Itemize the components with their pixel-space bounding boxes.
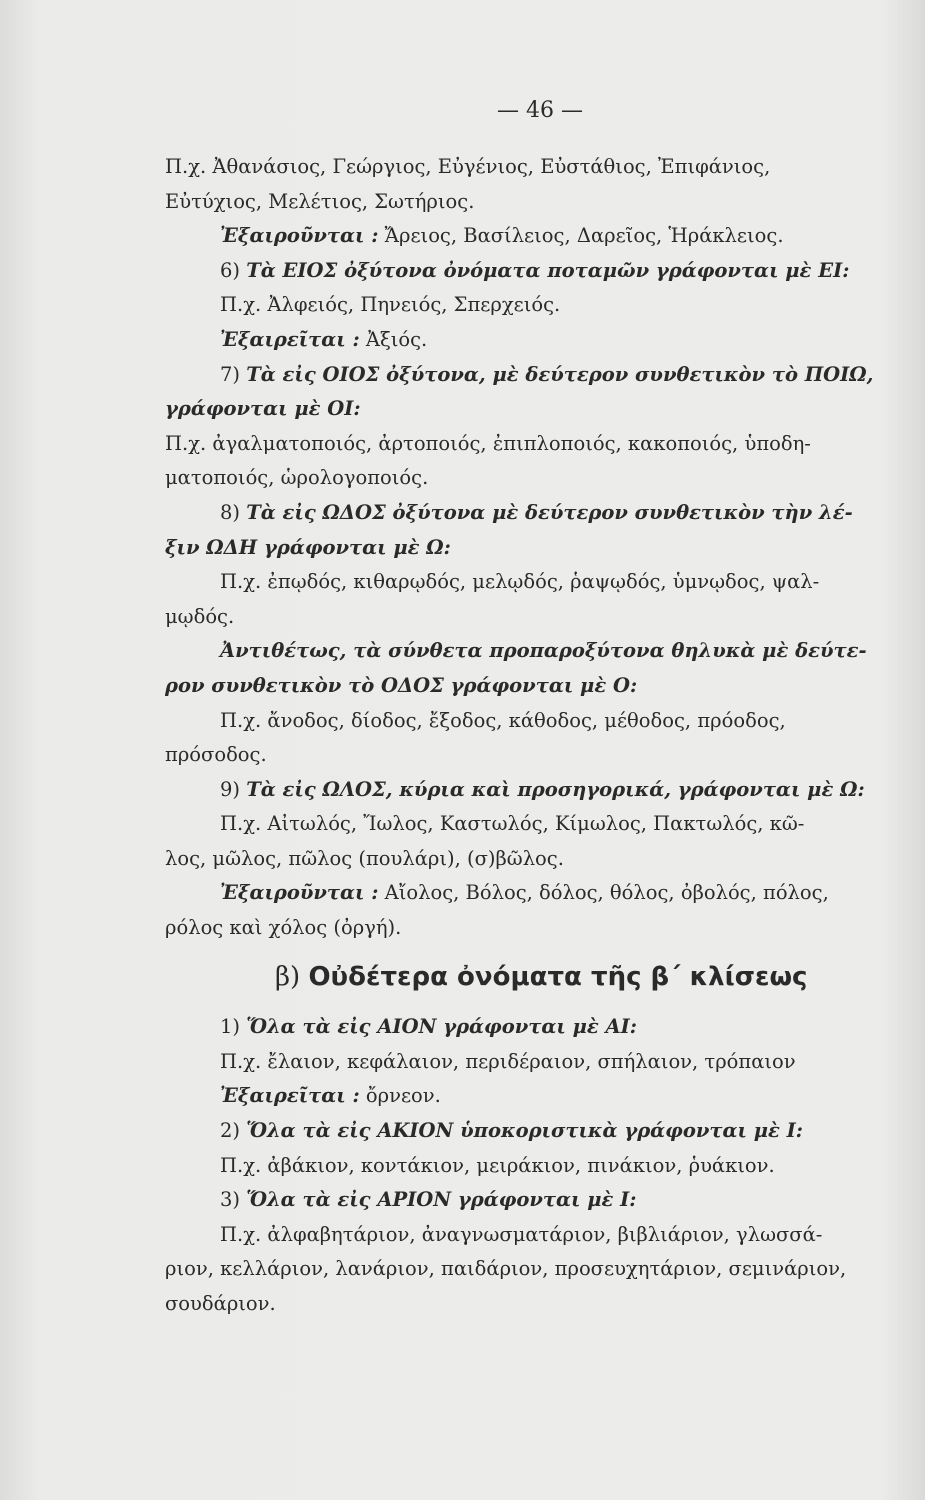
rule-heading: 7) Τὰ εἰς ΟΙΟΣ ὀξύτονα, μὲ δεύτερον συνθετικὸν τὸ ΠΟΙΩ, <box>220 362 874 386</box>
page-number: — 46 — <box>497 98 583 123</box>
text-line: Π.χ. ἔλαιον, κεφάλαιον, περιδέραιον, σπήλαιον, τρόπαιον <box>220 1049 796 1073</box>
text-line: Ἐξαιροῦνται : Αἴολος, Βόλος, δόλος, θόλος, ὀβολός, πόλος, <box>220 881 829 905</box>
text-line: Π.χ. ἀγαλματοποιός, ἀρτοποιός, ἐπιπλοποιός, κακοποιός, ὑποδη- <box>165 431 811 455</box>
text-line: πρόσοδος. <box>165 743 267 767</box>
text-line: Π.χ. ἄνοδος, δίοδος, ἔξοδος, κάθοδος, μέθοδος, πρόοδος, <box>220 708 786 732</box>
text-line: Εὐτύχιος, Μελέτιος, Σωτήριος. <box>165 189 475 213</box>
text-line: Π.χ. ἀβάκιον, κοντάκιον, μειράκιον, πινάκιον, ῥυάκιον. <box>220 1153 775 1177</box>
text-line: Π.χ. ἀλφαβητάριον, ἀναγνωσματάριον, βιβλιάριον, γλωσσά- <box>220 1222 823 1246</box>
text-line: γράφονται μὲ ΟΙ: <box>165 397 361 421</box>
text-line: ξιν ΩΔΗ γράφονται μὲ Ω: <box>165 535 451 559</box>
rule-heading: 2) Ὅλα τὰ εἰς ΑΚΙΟΝ ὑποκοριστικὰ γράφονται μὲ Ι: <box>220 1119 803 1143</box>
rule-heading: 1) Ὅλα τὰ εἰς ΑΙΟΝ γράφονται μὲ ΑΙ: <box>220 1015 637 1039</box>
text-line: Π.χ. Ἀλφειός, Πηνειός, Σπερχειός. <box>220 293 561 317</box>
rule-heading: 9) Τὰ εἰς ΩΛΟΣ, κύρια καὶ προσηγορικά, γράφονται μὲ Ω: <box>220 777 865 801</box>
section-heading: β) Οὐδέτερα ὀνόματα τῆς β΄ κλίσεως <box>275 961 808 992</box>
text-line: σουδάριον. <box>165 1292 276 1315</box>
text-line: Π.χ. ἐπῳδός, κιθαρῳδός, μελῳδός, ῥαψῳδός, ὑμνῳδος, ψαλ- <box>220 570 820 594</box>
text-line: Ἐξαιρεῖται : Ἀξιός. <box>220 327 428 351</box>
rule-heading: 6) Τὰ ΕΙΟΣ ὀξύτονα ὀνόματα ποταμῶν γράφονται μὲ ΕΙ: <box>220 258 850 282</box>
text-line: λος, μῶλος, πῶλος (πουλάρι), (σ)βῶλος. <box>165 846 564 870</box>
text-line: ριον, κελλάριον, λανάριον, παιδάριον, προσευχητάριον, σεμινάριον, <box>165 1257 847 1281</box>
text-line: Π.χ. Ἀθανάσιος, Γεώργιος, Εὐγένιος, Εὐστάθιος, Ἐπιφάνιος, <box>165 155 771 178</box>
body-text <box>165 150 925 1322</box>
text-line: Ἐξαιροῦνται : Ἄρειος, Βασίλειος, Δαρεῖος, Ἡράκλειος. <box>220 224 784 248</box>
text-line: ματοποιός, ὡρολογοποιός. <box>165 466 429 490</box>
text-line: Ἐξαιρεῖται : ὄρνεον. <box>220 1084 441 1108</box>
rule-heading: 3) Ὅλα τὰ εἰς ΑΡΙΟΝ γράφονται μὲ Ι: <box>220 1188 637 1212</box>
text-line: ρον συνθετικὸν τὸ ΟΔΟΣ γράφονται μὲ Ο: <box>165 673 638 697</box>
text-line: μῳδός. <box>165 604 235 628</box>
text-line: Π.χ. Αἰτωλός, Ἴωλος, Καστωλός, Κίμωλος, Πακτωλός, κῶ- <box>220 812 805 836</box>
text-line: Ἀντιθέτως, τὰ σύνθετα προπαροξύτονα θηλυκὰ μὲ δεύτε- <box>220 639 867 663</box>
text-line: ρόλος καὶ χόλος (ὀργή). <box>165 916 402 940</box>
rule-heading: 8) Τὰ εἰς ΩΔΟΣ ὀξύτονα μὲ δεύτερον συνθετικὸν τὴν λέ- <box>220 500 853 524</box>
